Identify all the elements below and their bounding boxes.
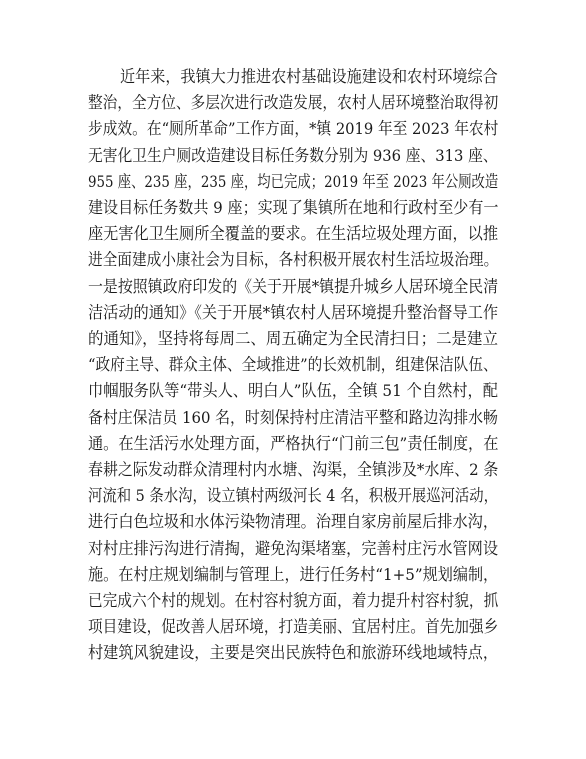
text-line: 巾帼服务队等“带头人、明白人”队伍，全镇 51 个自然村，配 bbox=[88, 381, 498, 401]
text-line: 河流和 5 条水沟，设立镇村两级河长 4 名，积极开展巡河活动， bbox=[88, 486, 499, 506]
text-line: 施。在村庄规划编制与管理上，进行任务村“1+5”规划编制， bbox=[88, 564, 499, 584]
text-line: 无害化卫生户厕改造建设目标任务数分别为 936 座、313 座、 bbox=[88, 145, 498, 165]
text-line: 村建筑风貌建设，主要是突出民族特色和旅游环线地域特点， bbox=[88, 643, 499, 663]
text-line: 步成效。在“厕所革命”工作方面，*镇 2019 年至 2023 年农村 bbox=[88, 119, 499, 139]
text-line: 955 座、235 座，235 座，均已完成；2019 年至 2023 年公厕改造 bbox=[88, 171, 499, 191]
text-line: 近年来，我镇大力推进农村基础设施建设和农村环境综合 bbox=[120, 67, 498, 86]
text-line: 一是按照镇政府印发的《关于开展*镇提升城乡人居环境全民清 bbox=[88, 276, 499, 296]
text-line: 春耕之际发动群众清理村内水塘、沟渠，全镇涉及*水库、2 条 bbox=[88, 460, 499, 479]
text-line: 对村庄排污沟进行清掏，避免沟渠堵塞，完善村庄污水管网设 bbox=[88, 538, 499, 558]
text-line: 进全面建成小康社会为目标，各村积极开展农村生活垃圾治理。 bbox=[88, 250, 499, 270]
text-line: 的通知》，坚持将每周二、周五确定为全民清扫日；二是建立 bbox=[88, 329, 498, 348]
text-line: 备村庄保洁员 160 名，时刻保持村庄清洁平整和路边沟排水畅 bbox=[88, 407, 498, 427]
text-line: 通。在生活污水处理方面，严格执行“门前三包”责任制度，在 bbox=[88, 433, 499, 453]
text-line: 洁活动的通知》《关于开展*镇农村人居环境提升整治督导工作 bbox=[88, 302, 499, 322]
text-line: “政府主导、群众主体、全域推进”的长效机制，组建保洁队伍、 bbox=[88, 355, 498, 375]
text-line: 座无害化卫生厕所全覆盖的要求。在生活垃圾处理方面，以推 bbox=[88, 224, 499, 244]
text-line: 建设目标任务数共 9 座；实现了集镇所在地和行政村至少有一 bbox=[88, 198, 499, 217]
text-line: 进行白色垃圾和水体污染物清理。治理自家房前屋后排水沟， bbox=[88, 512, 499, 532]
text-line: 项目建设，促改善人居环境，打造美丽、宜居村庄。首先加强乡 bbox=[88, 617, 499, 637]
text-line: 整治，全方位、多层次进行改造发展，农村人居环境整治取得初 bbox=[88, 93, 499, 113]
text-line: 已完成六个村的规划。在村容村貌方面，着力提升村容村貌，抓 bbox=[88, 591, 499, 610]
